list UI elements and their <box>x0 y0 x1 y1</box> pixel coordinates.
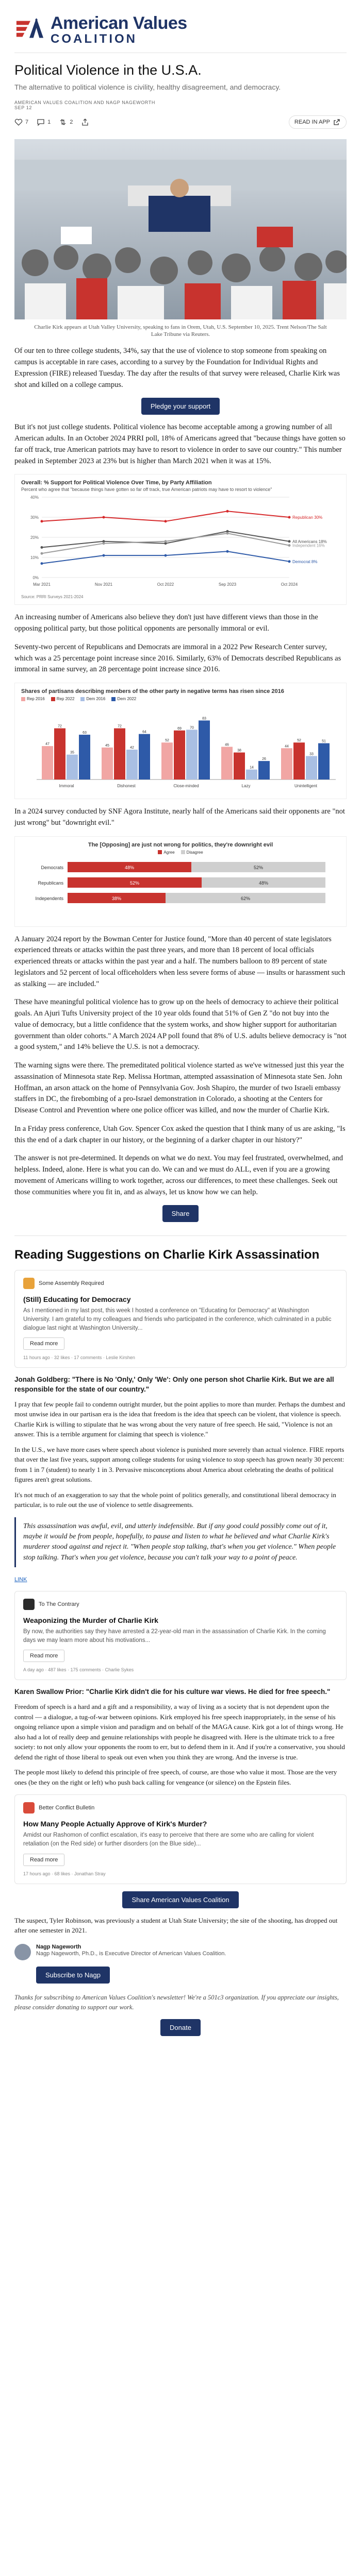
pledge-support-button[interactable]: Pledge your support <box>141 398 220 415</box>
chart-title: Shares of partisans describing members of the other party in negative terms has risen since 2016 <box>21 688 284 695</box>
bar-value-label: 52 <box>165 739 169 743</box>
paragraph: It's not much of an exaggeration to say that the whole point of politics generally, and constitutional liberal democracy in particular, is to rule out the use of violence to settle disagreements. <box>14 1490 336 1509</box>
bar-value-label: 70 <box>190 726 194 730</box>
chart-legend <box>21 850 340 855</box>
data-point <box>41 520 43 523</box>
x-tick-label: Sep 2023 <box>218 582 237 587</box>
y-tick-label: 40% <box>30 495 39 500</box>
bar <box>186 730 198 779</box>
footer-note: Thanks for subscribing to American Values Coalition's newsletter! We're a 501c3 organization. If you appreciate our insights, please consider donating to support our work. <box>14 1993 339 2011</box>
bar <box>67 755 78 779</box>
publication-avatar <box>23 1599 35 1610</box>
chart-source: Source: PRRI Surveys 2021-2024 <box>21 595 84 600</box>
heart-icon <box>14 118 23 126</box>
chart-title: The [Opposing] are just not wrong for politics, they're downright evil <box>88 841 273 848</box>
bar-value-label: 46 <box>225 743 229 747</box>
share-button[interactable]: Share <box>162 1205 199 1222</box>
bar <box>54 728 65 779</box>
bar-value-label: 45 <box>105 743 109 748</box>
publication-name: Better Conflict Bulletin <box>39 1805 95 1811</box>
author-name: Nagp Nageworth <box>36 1943 81 1950</box>
category-label: Close-minded <box>173 784 199 789</box>
paragraph: The people most likely to defend this principle of free speech, of course, are those who value it most. Those are the very ones (be they on the right or left) who push back calling for vengeance (or silence) on the Epstein files. <box>14 1768 337 1786</box>
chart-downright-evil <box>14 836 347 927</box>
legend-item: Rep 2016 <box>21 697 45 701</box>
bar-value-label: 52% <box>253 865 264 870</box>
post-body <box>0 346 361 391</box>
x-tick-label: Mar 2021 <box>33 582 51 587</box>
category-label: Unintelligent <box>294 784 318 789</box>
stacked-bar-chart <box>21 857 341 919</box>
card-title: How Many People Actually Approve of Kirk's Murder? <box>23 1820 207 1828</box>
paragraph: In the U.S., we have more cases where speech about violence is punished more severely than actual violence. FIRE reports that over the last five years, support among college students for using violence to stop speech has grown nearly 30 percent: from 1 in 7 (student) to nearly 1 in 3. Pervasive misconceptions about America about celebrating the deaths of political figures aren't great solutions. <box>14 1445 344 1484</box>
publication-row <box>23 1802 338 1814</box>
bar-value-label: 52 <box>297 739 301 743</box>
series-label: Republican 30% <box>292 515 323 520</box>
paragraph: The warning signs were there. The premeditated political violence started as we've witnessed just this year the assassination of Minnesota state Rep. Melissa Hortman, attempted assassination of Minnesota state Sen. John Hoffman, an arson attack on the home of Pennsylvania Gov. Josh Shapiro, the murder of two Israeli embassy staffers in DC, the firebombing of a pro-Israel demonstration in Colorado, a shooting at the Centers for Disease Control and Prevention where one police officer was killed, and now the murder of Charlie Kirk. <box>14 1061 344 1115</box>
post-date: SEP 12 <box>14 105 32 110</box>
quoted-excerpt <box>14 1687 347 1787</box>
data-point <box>41 562 43 565</box>
x-tick-label: Nov 2021 <box>94 582 113 587</box>
data-point <box>288 516 291 519</box>
y-tick-label: 30% <box>30 515 39 520</box>
category-label: Dishonest <box>117 784 136 789</box>
card-title: Weaponizing the Murder of Charlie Kirk <box>23 1616 158 1624</box>
card-meta: A day ago · 487 likes · 175 comments · Charlie Sykes <box>23 1667 134 1673</box>
bar <box>281 748 292 779</box>
comment-icon <box>37 118 45 126</box>
hero-image[interactable] <box>14 139 347 319</box>
data-point <box>103 516 105 519</box>
paragraph: Seventy-two percent of Republicans and Democrats are immoral in a 2022 Pew Research Center survey, which was a 25 percentage point increase since 2016. Similarly, 63% of Democrats described Republicans as immoral in same survey, an 28 percentage point increase since 2016. <box>14 642 341 674</box>
bar-value-label: 35 <box>70 751 74 755</box>
bar-value-label: 72 <box>118 724 122 728</box>
paragraph: An increasing number of Americans also believe they don't just have different views than those in the opposing political party, but those political opponents are personally immoral or evil. <box>14 613 318 633</box>
data-point <box>103 554 105 557</box>
paragraph: Freedom of speech is a hard and a gift and a responsibility, a way of living as a society that is not dependent upon the control — a dialogue, a tug-of-war between opinions. Kirk employed his free speech inappropriately, in the sense of his ongoing reliance upon a simple vision and paradigm and on behalf of the MAGA cause. Kirk got a lot of things wrong. He also had a lot of really deep and genuine relationships with people he disagreed with. Here is the ultimate trick to a free society: to not only allow your opponents the room to err, but to defend them in it. And if you're a conservative, you should defend the right of those liberal to speak out even when you think they are wrong. And the inverse is true. <box>14 1703 345 1761</box>
divider <box>14 1235 347 1236</box>
like-count: 7 <box>25 118 29 125</box>
bar-value-label: 64 <box>142 730 146 734</box>
data-point <box>226 532 229 535</box>
bar-value-label: 38 <box>237 749 241 753</box>
card-excerpt: As I mentioned in my last post, this week I hosted a conference on "Educating for Democracy" at Washington University. I am grateful to my colleagues and friends who participated in the conference, which culminated in a public dialogue last night at Washington University... <box>23 1308 332 1331</box>
like-button[interactable] <box>14 118 28 126</box>
bar-value-label: 48% <box>124 865 135 870</box>
bar <box>199 720 210 779</box>
read-in-app-label: READ IN APP <box>294 118 330 125</box>
bar-value-label: 42 <box>130 746 134 750</box>
paragraph: These have meaningful political violence has to grow up on the heels of democracy to achieve their political goals. An Ajuri Tufts University project of the 10 year olds found that 51% of Gen Z "do not buy into the value of democracy, but a little confidence that the system works, and show higher support for authoritarian government than older cohorts." A March 2024 AP poll found that 8% of U.S. adults believe democracy is "not a good system," and 14% believe the U.S. is not a democracy. <box>14 998 347 1052</box>
card-excerpt: Amidst our Rashomon of conflict escalation, it's easy to perceive that there are some who are calling for violent retaliation (on the Red side) or further disorders (on the Blue side)... <box>23 1832 314 1848</box>
excerpt-title: Jonah Goldberg: "There is No 'Only,' Only 'We': Only one person shot Charlie Kirk. But we are all responsible for the state of our country." <box>14 1376 334 1393</box>
embedded-post-card[interactable] <box>14 1591 347 1680</box>
share-icon <box>81 118 89 126</box>
x-tick-label: Oct 2022 <box>157 582 174 587</box>
data-point <box>41 552 43 555</box>
bar <box>161 742 173 779</box>
data-point <box>165 520 167 523</box>
post-subtitle: The alternative to political violence is civility, healthy disagreement, and democracy. <box>14 83 281 91</box>
comment-count: 1 <box>47 118 51 125</box>
author-signoff <box>0 1944 361 1960</box>
paragraph: A January 2024 report by the Bowman Center for Justice found, "More than 40 percent of state legislators experienced threats or attacks within the past three years, and more than 18 percent of local officials experienced threats or attacks within the past year and a half. The numbers balloon to 89 percent of state legislators and 52 percent of local officeholders when less severe forms of abuse — insults or harassment such as stalking — are included." <box>14 935 346 988</box>
legend-item: Rep 2022 <box>51 697 75 701</box>
quoted-excerpt <box>14 1375 347 1584</box>
share-coalition-button[interactable]: Share American Values Coalition <box>122 1891 238 1908</box>
publication-row <box>23 1599 338 1610</box>
author-avatar <box>14 1944 31 1960</box>
coalition-logo-icon <box>14 15 44 45</box>
read-more-button[interactable]: Read more <box>23 1337 64 1350</box>
restack-count: 2 <box>70 118 73 125</box>
data-point <box>41 546 43 549</box>
bar-value-label: 48% <box>258 880 269 886</box>
bar-value-label: 51 <box>322 739 326 743</box>
bar-value-label: 38% <box>111 895 122 901</box>
read-more-button[interactable]: Read more <box>23 1854 64 1866</box>
bar <box>246 770 257 779</box>
chart-subtitle: Percent who agree that "because things have gotten so far off track, true American patriots may have to resort to violence" <box>21 487 272 493</box>
embedded-post-card[interactable] <box>14 1270 347 1368</box>
series-line <box>42 512 289 522</box>
brand-name <box>51 14 187 45</box>
legend-item: Agree <box>158 850 174 855</box>
footnote: The suspect, Tyler Robinson, was previously a student at Utah State University; the site of the shooting, has dropped out after one semester in 2021. <box>14 1916 338 1935</box>
category-label: Democrats <box>41 865 63 870</box>
pull-quote: This assassination was awful, evil, and utterly indefensible. But if any good could possibly come out of it, maybe it would be from people, hopefully, to pause and listen to what he believed and what Charlie Kirk's murderer stood against and reject it. "When people stop talking, that's when you get violence." When people stop talking. That's when you get violence, because you can't talk your way to a point of peace. <box>14 1517 347 1567</box>
chart-title: Overall: % Support for Political Violence Over Time, by Party Affiliation <box>21 480 212 486</box>
bar <box>318 743 330 779</box>
read-in-app-button[interactable] <box>289 115 347 129</box>
card-excerpt: By now, the authorities say they have arrested a 22-year-old man in the assassination of Charlie Kirk. In the coming days we may learn more about his motivations... <box>23 1628 326 1643</box>
data-point <box>103 542 105 545</box>
bar-value-label: 47 <box>45 742 50 747</box>
data-point <box>288 561 291 563</box>
line-chart <box>21 492 341 590</box>
share-icon-button[interactable] <box>81 118 89 126</box>
series-label: Democrat 8% <box>292 560 318 565</box>
external-link-icon <box>333 118 341 126</box>
paragraph: The answer is not pre-determined. It depends on what we do next. You may feel frustrated, overwhelmed, and helpless. Indeed, alone. Here is what you can do. We can and we must do ALL, even if you are a growing movement of Americans willing to work together, across our differences, to meet these challenges. Seek out those communities where you fit in, and as always, let us know how we can help. <box>14 1154 343 1196</box>
bar-value-label: 44 <box>285 744 289 749</box>
bar <box>174 731 185 779</box>
bar <box>126 750 138 779</box>
bar-value-label: 72 <box>58 724 62 728</box>
read-more-button[interactable]: Read more <box>23 1650 64 1662</box>
embedded-post-card[interactable] <box>14 1794 347 1884</box>
hero-caption: Charlie Kirk appears at Utah Valley University, speaking to fans in Orem, Utah, U.S. September 10, 2025. Trent Nelson/The Salt Lake Tribune via Reuters. <box>34 324 327 338</box>
y-tick-label: 20% <box>30 535 39 540</box>
paragraph: In a Friday press conference, Utah Gov. Spencer Cox asked the question that I think many of us are asking, "Is this the end of a dark chapter in our history, or the beginning of a darker chapter in our history?" <box>14 1124 346 1144</box>
bar <box>293 742 305 779</box>
publication-avatar <box>23 1278 35 1289</box>
bar-value-label: 62% <box>240 895 251 901</box>
subscribe-button[interactable]: Subscribe to Nagp <box>36 1967 110 1984</box>
bar-value-label: 52% <box>129 880 140 886</box>
author-description: Nagp Nageworth, Ph.D., is Executive Director of American Values Coalition. <box>36 1950 226 1957</box>
crowd-photo-illustration <box>14 139 347 319</box>
data-point <box>226 510 229 513</box>
publication-avatar <box>23 1802 35 1814</box>
series-line <box>42 532 289 548</box>
publication-name: To The Contrary <box>39 1601 79 1607</box>
legend-item: Dem 2022 <box>111 697 136 701</box>
series-label: All Americans 18% <box>292 539 327 545</box>
bar-value-label: 83 <box>202 717 206 721</box>
paragraph: In a 2024 survey conducted by SNF Agora Institute, nearly half of the Americans said their opponents are "not just wrong" but "downright evil." <box>14 807 345 827</box>
restack-icon <box>59 118 67 126</box>
chart-legend <box>21 697 340 701</box>
legend-item: Disagree <box>181 850 203 855</box>
card-meta: 11 hours ago · 32 likes · 17 comments · Leslie Kirshen <box>23 1355 135 1361</box>
paragraph: Of our ten to three college students, 34%, say that the use of violence to stop someone from speaking on campus is acceptable in rare cases, according to a survey by the Foundation for Individual Rights and Expression (FIRE) released Tuesday. The day after the results of that survey were released, Charlie Kirk was shot and killed on a college campus. <box>14 347 340 389</box>
y-tick-label: 0% <box>32 575 39 581</box>
reading-section-title: Reading Suggestions on Charlie Kirk Assassination <box>14 1248 320 1262</box>
data-point <box>288 540 291 543</box>
data-point <box>288 544 291 547</box>
restack-button[interactable] <box>59 118 73 126</box>
bar <box>139 734 150 779</box>
paragraph: I pray that few people fail to condemn outright murder, but the point applies to more than murder. Perhaps the dumbest and most unwise idea in our partisan era is the idea that freedom is the idea that speech can be violent, that violence is speech. Charlie Kirk is willing to stipulate that he was wrong about the very nature of free speech. He said, "Violence is not an answer. This is a terrible argument for claiming that speech is violence." <box>14 1400 346 1438</box>
bar <box>306 756 317 779</box>
bar <box>79 735 90 779</box>
post-title[interactable]: Political Violence in the U.S.A. <box>14 62 202 78</box>
bar-value-label: 14 <box>250 766 254 770</box>
brand-line-1: American Values <box>51 13 187 33</box>
data-point <box>165 540 167 543</box>
bar <box>258 761 270 779</box>
category-label: Lazy <box>241 784 251 789</box>
category-label: Immoral <box>59 784 74 789</box>
publication-row <box>23 1278 338 1289</box>
excerpt-link[interactable]: LINK <box>14 1576 27 1583</box>
category-label: Independents <box>35 895 63 901</box>
brand-header <box>0 0 361 53</box>
category-label: Republicans <box>38 880 63 886</box>
donate-button[interactable]: Donate <box>160 2019 201 2036</box>
series-label: Independent 16% <box>292 543 325 548</box>
paragraph: But it's not just college students. Political violence has become acceptable among a growing number of all American adults. In an October 2024 PRRI poll, 18% of Americans agreed that "because things have gotten so far off track, true American patriots may have to resort to violence in order to save our country." This number peaked in September 2023 at 23% but is higher than March 2021 when it was at 15%. <box>14 423 346 465</box>
bar <box>42 746 53 779</box>
bar-value-label: 26 <box>262 757 266 761</box>
bar <box>221 747 233 779</box>
post-header <box>0 53 361 110</box>
bar <box>102 748 113 779</box>
x-tick-label: Oct 2024 <box>281 582 298 587</box>
brand-line-2: COALITION <box>51 32 137 46</box>
chart-partisan-terms <box>14 683 347 799</box>
comment-button[interactable] <box>37 118 51 126</box>
post-byline[interactable]: AMERICAN VALUES COALITION AND NAGP NAGEWORTH <box>14 99 155 105</box>
bar <box>234 753 245 779</box>
card-title: (Still) Educating for Democracy <box>23 1295 131 1304</box>
publication-name: Some Assembly Required <box>39 1280 104 1287</box>
post-actions <box>0 110 361 135</box>
data-point <box>165 554 167 557</box>
chart-violence-support <box>14 474 347 605</box>
y-tick-label: 10% <box>30 555 39 561</box>
data-point <box>226 550 229 553</box>
card-meta: 17 hours ago · 68 likes · Jonathan Stray <box>23 1871 106 1876</box>
legend-item: Dem 2016 <box>80 697 105 701</box>
bar-value-label: 33 <box>309 752 314 756</box>
bar <box>114 728 125 779</box>
bar-value-label: 69 <box>177 726 182 731</box>
excerpt-title: Karen Swallow Prior: "Charlie Kirk didn't die for his culture war views. He died for free speech." <box>14 1688 331 1696</box>
bar-chart <box>21 703 341 791</box>
bar-value-label: 63 <box>83 731 87 735</box>
